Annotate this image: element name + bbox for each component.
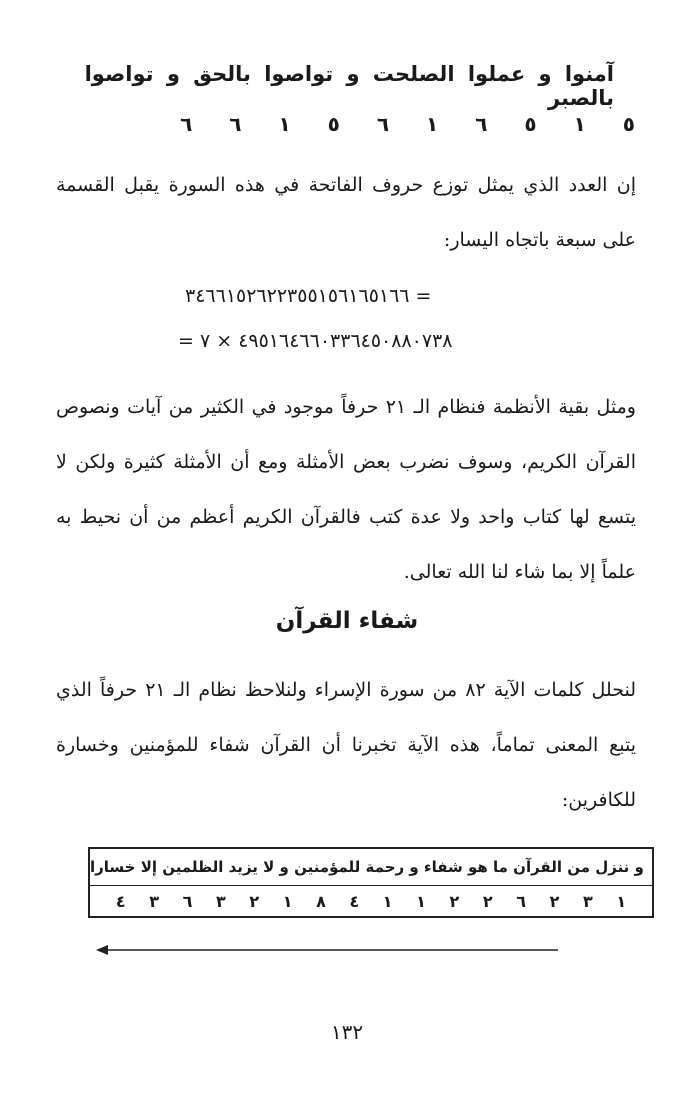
verse-letter-counts [180,112,635,136]
count-digit: ١ [278,112,291,136]
count-digit: ٣ [582,891,593,911]
paragraph-analysis: لنحلل كلمات الآية ٨٢ من سورة الإسراء ولنلاحظ نظام الـ ٢١ حرفاً الذي يتبع المعنى تماماً، هذه الآية تخبرنا أن القرآن شفاء للمؤمنين وخسارة للكافرين: [56,679,637,811]
verse-words-cell: و ننزل من القرآن ما هو شفاء و رحمة للمؤمنين و لا يزيد الظلمين إلا خسارا [89,848,653,886]
count-digit: ٦ [376,112,390,136]
count-digit: ١ [416,891,426,911]
paragraph-systems: ومثل بقية الأنظمة فنظام الـ ٢١ حرفاً موجود في الكثير من آيات ونصوص القرآن الكريم، وسوف نضرب بعض الأمثلة ومع أن الأمثلة كثيرة ولكن لا يتسع لها كتاب واحد ولا عدة كتب فالقرآن الكريم أعظم من أن نحيط به علماً إلا بما شاء لنا الله تعالى. [56,396,636,583]
count-digit: ٢ [249,891,260,911]
count-digit: ٣ [216,891,226,911]
count-digit: ٢ [449,891,460,911]
count-digit: ٦ [229,112,242,136]
verse-counts-cell [89,886,653,918]
count-digit: ٣ [149,891,160,911]
count-digit: ٦ [516,891,526,911]
count-digit: ١ [282,891,293,911]
verse-words-line: آمنوا و عملوا الصلحت و تواصوا بالحق و تواصوا بالصبر [84,62,614,110]
count-digit: ٨ [316,891,326,911]
count-digit: ٦ [182,891,193,911]
count-digit: ٦ [475,112,488,136]
left-arrow-icon [96,940,558,960]
section-heading: شفاء القرآن [275,608,419,634]
multiplication-line: ٤٩٥١٦٤٦٦٠٣٣٦٤٥٠٨٨٠٧٣٨ × ٧ = [178,330,453,352]
number-equation-line: = ٣٤٦٦١٥٢٦٢٢٣٥٥١٥٦١٦٥١٦٦ [185,285,432,307]
count-digit: ١ [616,891,627,911]
count-digit: ٥ [622,112,635,136]
count-digit: ١ [573,112,586,136]
verse-table [88,847,654,918]
count-digit: ١ [382,891,393,911]
count-digit: ١ [426,112,439,136]
count-digit: ٢ [482,891,493,911]
count-digit: ٦ [180,112,193,136]
count-digit: ٤ [115,891,126,911]
count-digit: ٥ [327,112,340,136]
paragraph-divisibility: إن العدد الذي يمثل توزع حروف الفاتحة في هذه السورة يقبل القسمة على سبعة باتجاه اليسار: [56,174,636,251]
verse-letter-counts-row [90,892,652,911]
count-digit: ٤ [349,891,360,911]
page-number: ١٣٢ [330,1020,364,1044]
count-digit: ٥ [524,112,537,136]
count-digit: ٢ [549,891,560,911]
